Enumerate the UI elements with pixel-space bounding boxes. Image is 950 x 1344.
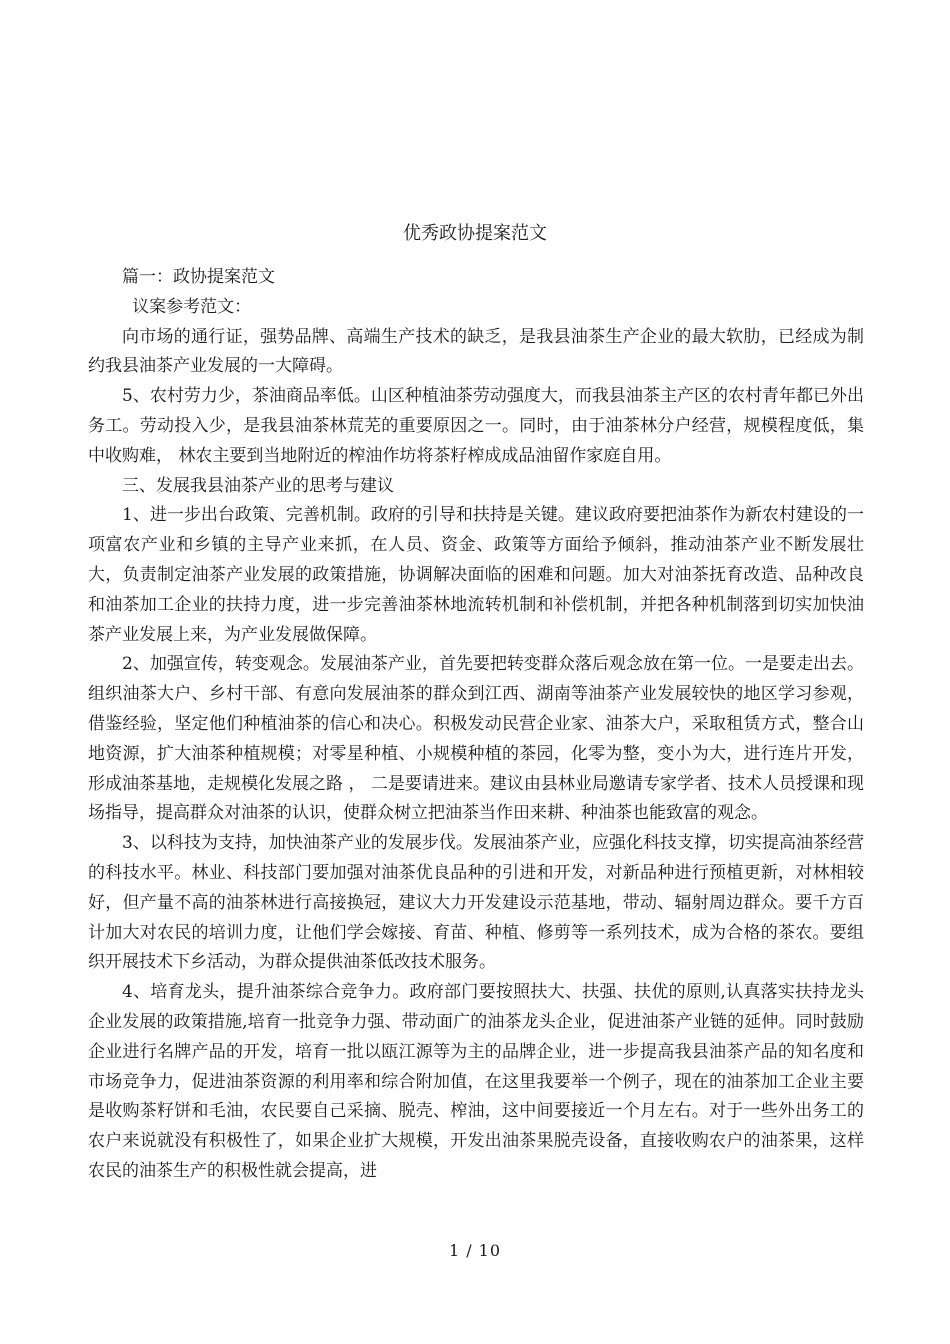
section-subheading: 三、发展我县油茶产业的思考与建议: [122, 475, 394, 496]
section-heading: 篇一：政协提案范文: [122, 267, 275, 287]
paragraph: 2、加强宣传，转变观念。发展油茶产业，首先要把转变群众落后观念放在第一位。一是要走出去。组织油茶大户、乡村干部、有意向发展油茶的群众到江西、湖南等油茶产业发展较快的地区学习参观， 借鉴经验，坚定他们种植油茶的信心和决心。积极发动民营企业家、油茶大户，采取租赁方式，整合山地资源，扩大油茶种植规模；对零星种植、小规模种植的茶园，化零为整，变小为大，进行连片开发，形成油茶基地，走规模化发展之路 ， 二是要请进来。建议由县林业局邀请专家学者、技术人员授课和现场指导，提高群众对油茶的认识，使群众树立把油茶当作田来耕、种油茶也能致富的观念。: [88, 654, 864, 824]
paragraph: 向市场的通行证，强势品牌、高端生产技术的缺乏，是我县油茶生产企业的最大软肋，已经成为制约我县油茶产业发展的一大障碍。: [88, 326, 864, 377]
paragraph: 3、以科技为支持，加快油茶产业的发展步伐。发展油茶产业，应强化科技支撑，切实提高油茶经营的科技水平。林业、科技部门要加强对油茶优良品种的引进和开发，对新品种进行预植更新，对林相较好，但产量不高的油茶林进行高接换冠，建议大力开发建设示范基地，带动、辐射周边群众。要千方百计加大对农民的培训力度，让他们学会嫁接、育苗、种植、修剪等一系列技术，成为合格的茶农。要组织开展技术下乡活动，为群众提供油茶低改技术服务。: [88, 833, 864, 973]
document-body: [88, 263, 864, 1187]
paragraph: 5、农村劳力少，茶油商品率低。山区种植油茶劳动强度大，而我县油茶主产区的农村青年都已外出务工。劳动投入少，是我县油茶林荒芜的重要原因之一。同时，由于油茶林分户经营，规模程度低，集中收购难， 林农主要到当地附近的榨油作坊将茶籽榨成成品油留作家庭自用。: [88, 386, 864, 466]
paragraph: 4、培育龙头，提升油茶综合竞争力。政府部门要按照扶大、扶强、扶优的原则,认真落实扶持龙头企业发展的政策措施,培育一批竞争力强、带动面广的油茶龙头企业，促进油茶产业链的延伸。同时鼓励企业进行名牌产品的开发，培育一批以瓯江源等为主的品牌企业，进一步提高我县油茶产品的知名度和市场竞争力，促进油茶资源的利用率和综合附加值，在这里我要举一个例子，现在的油茶加工企业主要是收购茶籽饼和毛油，农民要自己采摘、脱壳、榨油，这中间要接近一个月左右。对于一些外出务工的农户来说就没有积极性了，如果企业扩大规模，开发出油茶果脱壳设备，直接收购农户的油茶果，这样农民的油茶生产的积极性就会提高，进: [88, 982, 864, 1181]
paragraph: 1、进一步出台政策、完善机制。政府的引导和扶持是关键。建议政府要把油茶作为新农村建设的一项富农产业和乡镇的主导产业来抓，在人员、资金、政策等方面给予倾斜，推动油茶产业不断发展壮大，负责制定油茶产业发展的政策措施，协调解决面临的困难和问题。加大对油茶抚育改造、品种改良和油茶加工企业的扶持力度，进一步完善油茶林地流转机制和补偿机制，并把各种机制落到切实加快油茶产业发展上来，为产业发展做保障。: [88, 505, 864, 645]
page-indicator: 1 / 10: [448, 1241, 502, 1260]
document-title: 优秀政协提案范文: [403, 223, 547, 244]
sub-heading: 议案参考范文：: [132, 296, 252, 317]
